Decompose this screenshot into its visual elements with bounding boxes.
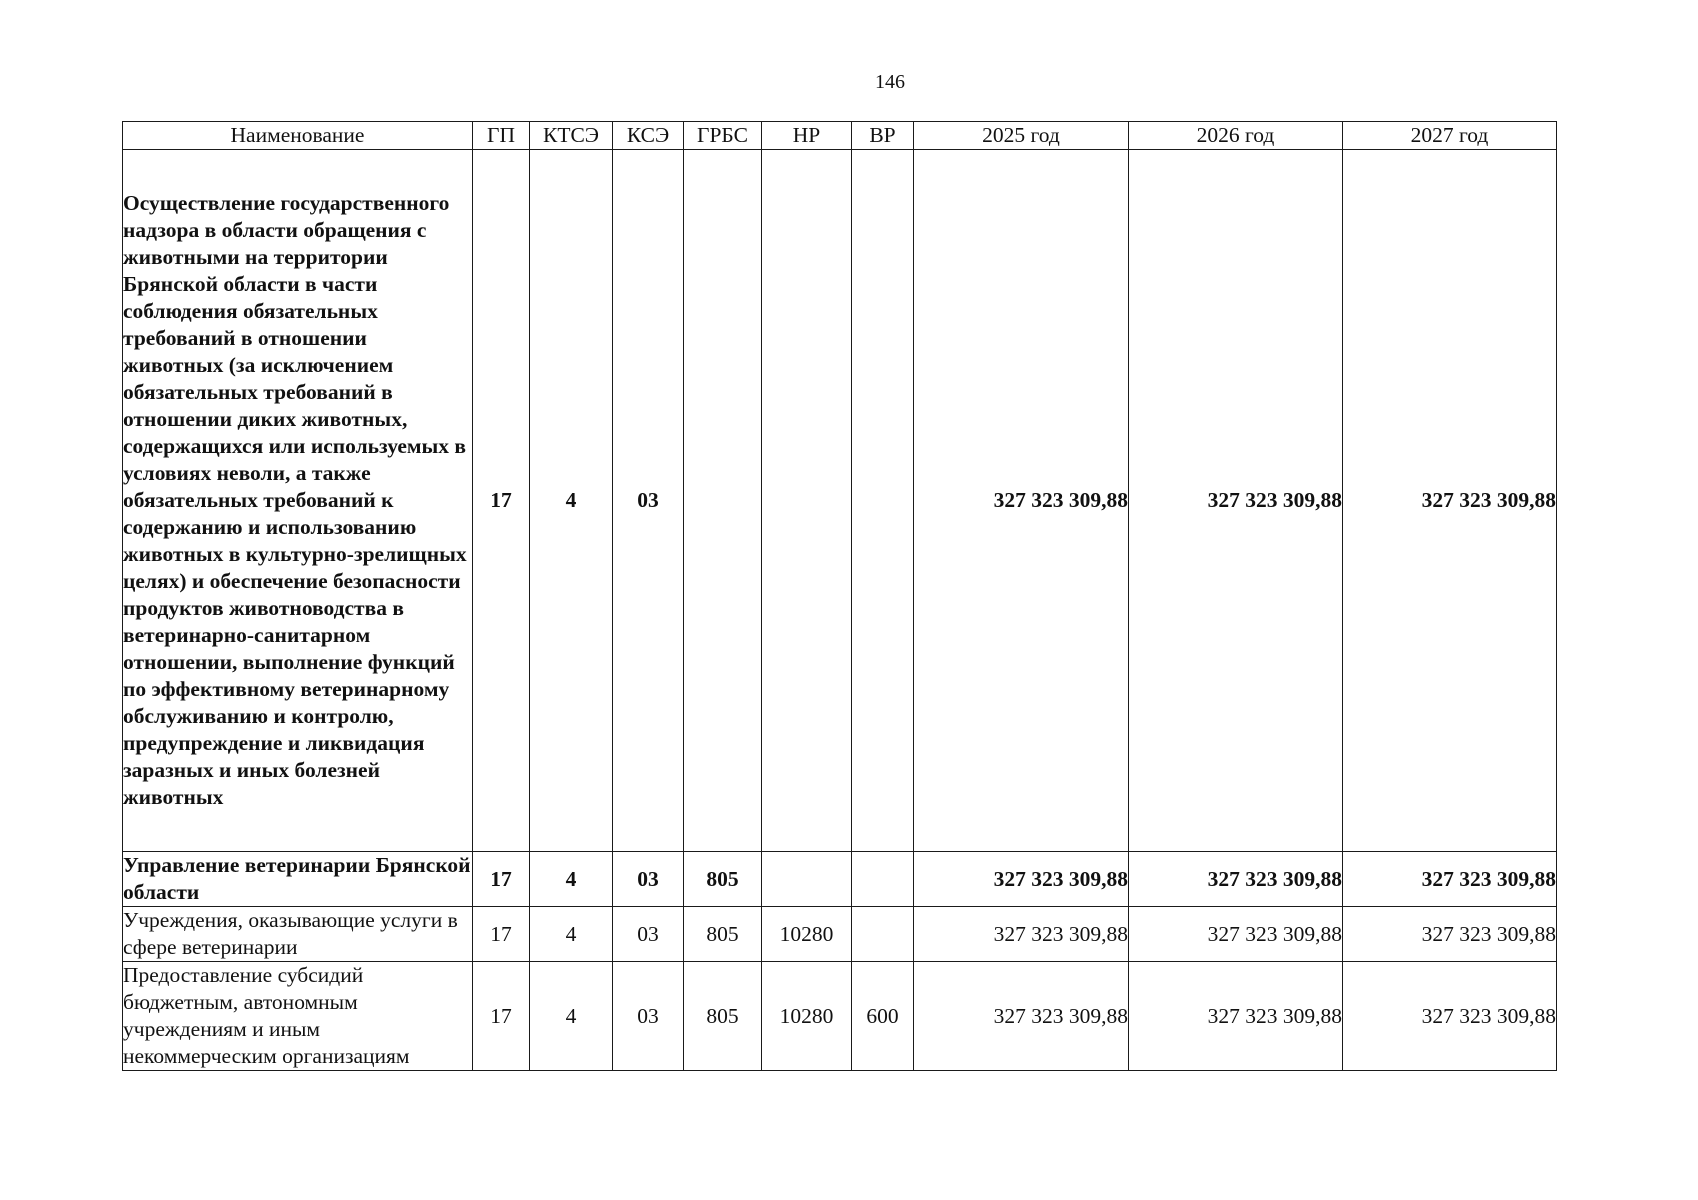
cell-nr: 10280 [762,907,852,962]
cell-2026: 327 323 309,88 [1129,150,1343,852]
cell-grbs [684,150,762,852]
cell-gp: 17 [473,852,530,907]
header-2025: 2025 год [914,122,1129,150]
cell-kse: 03 [613,852,684,907]
cell-grbs: 805 [684,962,762,1071]
header-2026: 2026 год [1129,122,1343,150]
budget-table [122,121,1557,1071]
cell-name: Предоставление субсидий бюджетным, автономным учреждениям и иным некоммерческим организациям [123,962,473,1071]
header-2027: 2027 год [1343,122,1557,150]
cell-grbs: 805 [684,852,762,907]
cell-2025: 327 323 309,88 [914,962,1129,1071]
header-ktse: КТСЭ [530,122,613,150]
cell-grbs: 805 [684,907,762,962]
cell-2027: 327 323 309,88 [1343,150,1557,852]
header-vr: ВР [852,122,914,150]
cell-vr: 600 [852,962,914,1071]
cell-vr [852,852,914,907]
header-grbs: ГРБС [684,122,762,150]
cell-gp: 17 [473,150,530,852]
cell-2026: 327 323 309,88 [1129,962,1343,1071]
cell-kse: 03 [613,150,684,852]
header-gp: ГП [473,122,530,150]
cell-2027: 327 323 309,88 [1343,852,1557,907]
cell-kse: 03 [613,907,684,962]
cell-ktse: 4 [530,852,613,907]
cell-nr [762,852,852,907]
cell-name: Управление ветеринарии Брянской области [123,852,473,907]
table-row [123,962,1557,1071]
cell-name: Осуществление государственного надзора в области обращения с животными на территории Брянской области в части соблюдения обязательных требований в отношении животных (за исключением обязательных требований в отношении диких животных, содержащихся или используемых в условиях неволи, а также обязательных требований к содержанию и использованию животных в культурно-зрелищных целях) и обеспечение безопасности продуктов животноводства в ветеринарно-санитарном отношении, выполнение функций по эффективному ветеринарному обслуживанию и контролю, предупреждение и ликвидация заразных и иных болезней животных [123,150,473,852]
table-row [123,150,1557,852]
header-nr: НР [762,122,852,150]
cell-kse: 03 [613,962,684,1071]
cell-nr: 10280 [762,962,852,1071]
cell-ktse: 4 [530,907,613,962]
header-name: Наименование [123,122,473,150]
cell-name: Учреждения, оказывающие услуги в сфере ветеринарии [123,907,473,962]
cell-gp: 17 [473,907,530,962]
table-row [123,907,1557,962]
cell-2027: 327 323 309,88 [1343,907,1557,962]
cell-ktse: 4 [530,150,613,852]
table-row [123,852,1557,907]
cell-2026: 327 323 309,88 [1129,852,1343,907]
cell-2027: 327 323 309,88 [1343,962,1557,1071]
header-kse: КСЭ [613,122,684,150]
cell-nr [762,150,852,852]
header-row [123,122,1557,150]
cell-2025: 327 323 309,88 [914,150,1129,852]
cell-gp: 17 [473,962,530,1071]
cell-vr [852,907,914,962]
cell-ktse: 4 [530,962,613,1071]
cell-2025: 327 323 309,88 [914,907,1129,962]
cell-vr [852,150,914,852]
page-number: 146 [875,71,905,93]
cell-2026: 327 323 309,88 [1129,907,1343,962]
cell-2025: 327 323 309,88 [914,852,1129,907]
